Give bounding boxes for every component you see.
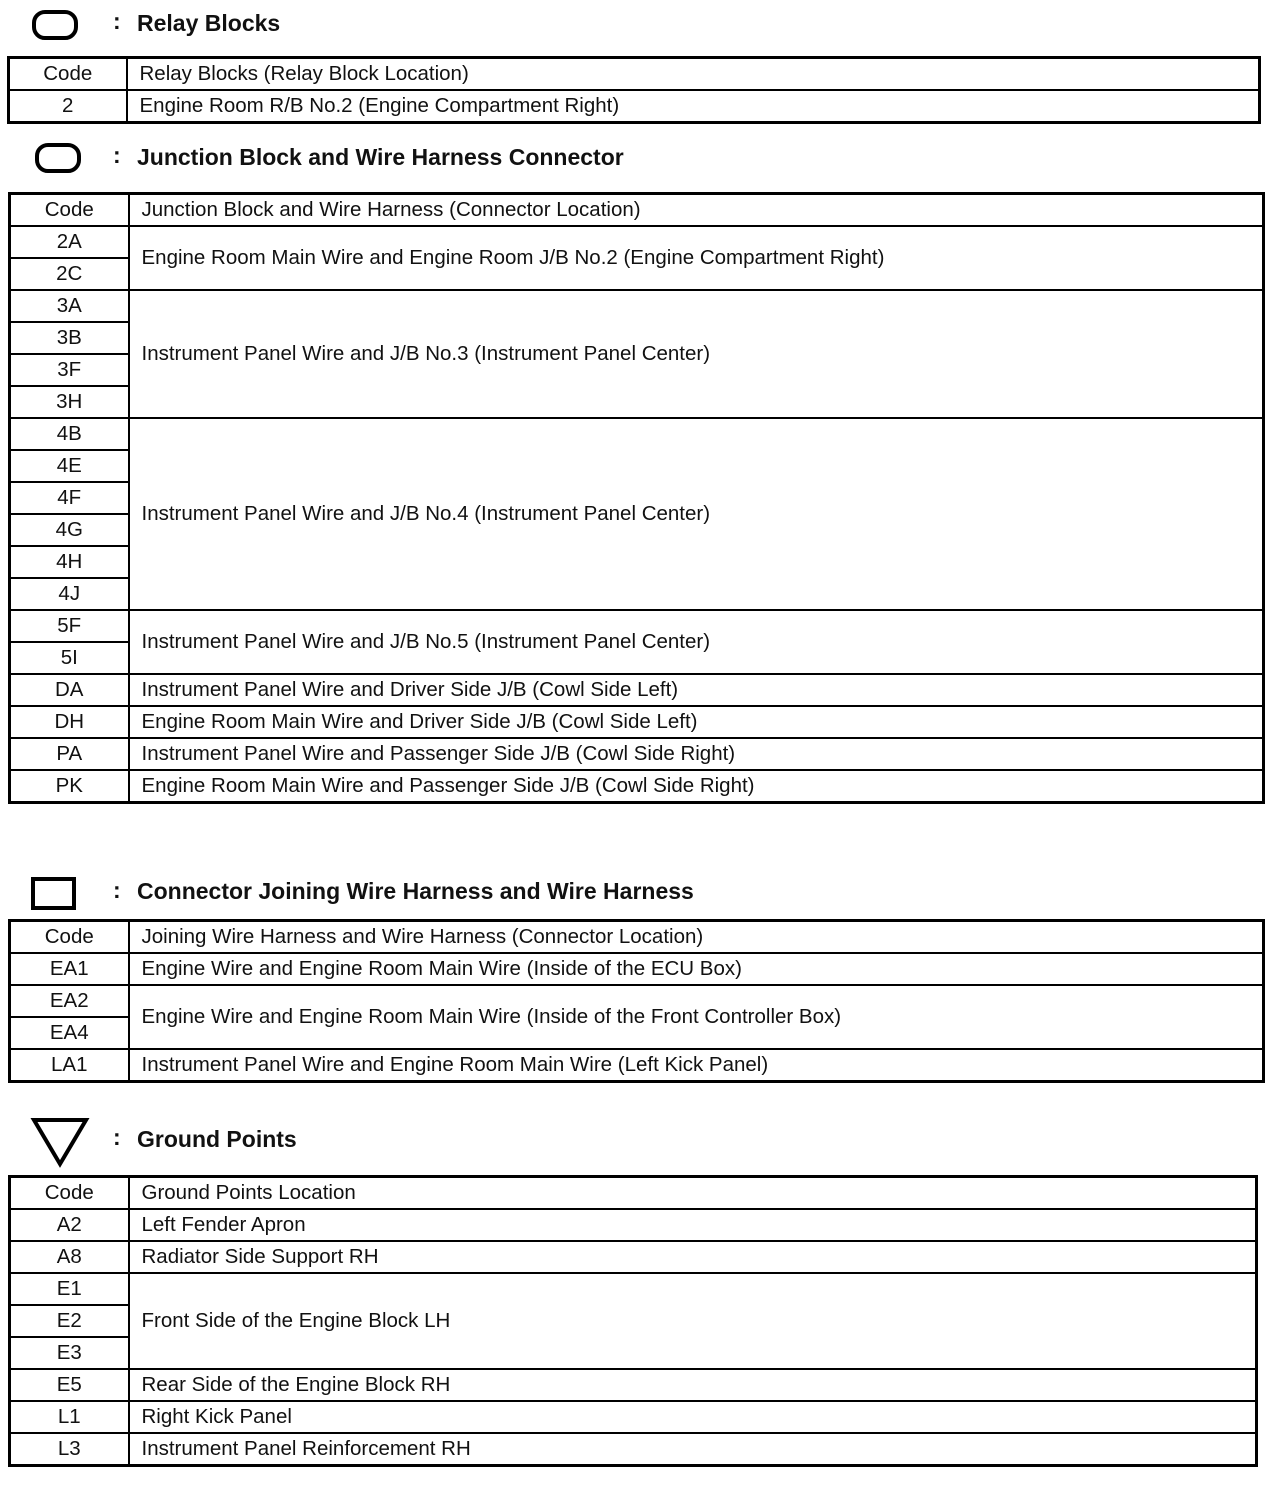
colon: : bbox=[113, 142, 121, 168]
code-cell: EA2 bbox=[10, 985, 129, 1017]
code-cell: 4B bbox=[10, 418, 129, 450]
code-cell: 2C bbox=[10, 258, 129, 290]
table-row bbox=[9, 90, 1260, 123]
code-cell: PK bbox=[10, 770, 129, 803]
table-header-row bbox=[10, 1177, 1257, 1210]
table-header-row bbox=[9, 58, 1260, 91]
code-cell: DH bbox=[10, 706, 129, 738]
header-code: Code bbox=[10, 1177, 129, 1210]
table-row bbox=[10, 1369, 1257, 1401]
location-cell: Front Side of the Engine Block LH bbox=[129, 1273, 1257, 1369]
code-cell: 2A bbox=[10, 226, 129, 258]
location-cell: Engine Wire and Engine Room Main Wire (Inside of the ECU Box) bbox=[129, 953, 1264, 985]
junction-block-table bbox=[8, 192, 1265, 804]
table-row bbox=[10, 1433, 1257, 1466]
location-cell: Instrument Panel Wire and J/B No.5 (Instrument Panel Center) bbox=[129, 610, 1264, 674]
location-cell: Instrument Panel Wire and Engine Room Main Wire (Left Kick Panel) bbox=[129, 1049, 1264, 1082]
code-cell: L1 bbox=[10, 1401, 129, 1433]
header-code: Code bbox=[10, 194, 129, 227]
table-row bbox=[10, 738, 1264, 770]
section-title-relay-blocks: Relay Blocks bbox=[137, 9, 281, 36]
location-cell: Instrument Panel Wire and Passenger Side J/B (Cowl Side Right) bbox=[129, 738, 1264, 770]
table-header-row bbox=[10, 921, 1264, 954]
code-cell: E1 bbox=[10, 1273, 129, 1305]
code-cell: E3 bbox=[10, 1337, 129, 1369]
square-icon bbox=[30, 876, 78, 912]
code-cell: 4G bbox=[10, 514, 129, 546]
location-cell: Left Fender Apron bbox=[129, 1209, 1257, 1241]
table-row bbox=[10, 226, 1264, 258]
code-cell: 4F bbox=[10, 482, 129, 514]
code-cell: E2 bbox=[10, 1305, 129, 1337]
colon: : bbox=[113, 1124, 121, 1150]
table-row bbox=[10, 674, 1264, 706]
table-row bbox=[10, 985, 1264, 1017]
section-title-connector-joining: Connector Joining Wire Harness and Wire Harness bbox=[137, 877, 694, 904]
code-cell: A8 bbox=[10, 1241, 129, 1273]
table-row bbox=[10, 953, 1264, 985]
code-cell: PA bbox=[10, 738, 129, 770]
code-cell: 2 bbox=[9, 90, 127, 123]
code-cell: E5 bbox=[10, 1369, 129, 1401]
code-cell: 3F bbox=[10, 354, 129, 386]
ground-points-table bbox=[8, 1175, 1258, 1467]
location-cell: Rear Side of the Engine Block RH bbox=[129, 1369, 1257, 1401]
table-row bbox=[10, 1273, 1257, 1305]
location-cell: Engine Room Main Wire and Driver Side J/B (Cowl Side Left) bbox=[129, 706, 1264, 738]
location-cell: Instrument Panel Wire and J/B No.3 (Instrument Panel Center) bbox=[129, 290, 1264, 418]
header-description: Ground Points Location bbox=[129, 1177, 1257, 1210]
code-cell: L3 bbox=[10, 1433, 129, 1466]
code-cell: 4E bbox=[10, 450, 129, 482]
code-cell: LA1 bbox=[10, 1049, 129, 1082]
colon: : bbox=[113, 8, 121, 34]
rounded-rect-icon bbox=[34, 141, 82, 175]
table-row bbox=[10, 610, 1264, 642]
code-cell: 5I bbox=[10, 642, 129, 674]
code-cell: EA4 bbox=[10, 1017, 129, 1049]
section-title-junction-block: Junction Block and Wire Harness Connector bbox=[137, 143, 624, 170]
location-cell: Engine Room R/B No.2 (Engine Compartment Right) bbox=[127, 90, 1260, 123]
location-cell: Radiator Side Support RH bbox=[129, 1241, 1257, 1273]
triangle-down-icon bbox=[30, 1115, 90, 1169]
location-cell: Instrument Panel Reinforcement RH bbox=[129, 1433, 1257, 1466]
table-row bbox=[10, 706, 1264, 738]
header-code: Code bbox=[10, 921, 129, 954]
table-row bbox=[10, 290, 1264, 322]
header-description: Joining Wire Harness and Wire Harness (Connector Location) bbox=[129, 921, 1264, 954]
header-description: Relay Blocks (Relay Block Location) bbox=[127, 58, 1260, 91]
table-row bbox=[10, 1209, 1257, 1241]
rounded-rect-icon bbox=[31, 8, 79, 42]
code-cell: 5F bbox=[10, 610, 129, 642]
code-cell: 3H bbox=[10, 386, 129, 418]
colon: : bbox=[113, 877, 121, 903]
location-cell: Instrument Panel Wire and Driver Side J/B (Cowl Side Left) bbox=[129, 674, 1264, 706]
code-cell: DA bbox=[10, 674, 129, 706]
location-cell: Engine Wire and Engine Room Main Wire (Inside of the Front Controller Box) bbox=[129, 985, 1264, 1049]
header-code: Code bbox=[9, 58, 127, 91]
location-cell: Right Kick Panel bbox=[129, 1401, 1257, 1433]
code-cell: 3A bbox=[10, 290, 129, 322]
code-cell: 3B bbox=[10, 322, 129, 354]
section-title-ground-points: Ground Points bbox=[137, 1125, 297, 1152]
code-cell: 4H bbox=[10, 546, 129, 578]
table-row bbox=[10, 1401, 1257, 1433]
connector-joining-table bbox=[8, 919, 1265, 1083]
relay-blocks-table bbox=[7, 56, 1261, 124]
code-cell: EA1 bbox=[10, 953, 129, 985]
table-row bbox=[10, 1241, 1257, 1273]
location-cell: Instrument Panel Wire and J/B No.4 (Instrument Panel Center) bbox=[129, 418, 1264, 610]
header-description: Junction Block and Wire Harness (Connector Location) bbox=[129, 194, 1264, 227]
table-header-row bbox=[10, 194, 1264, 227]
location-cell: Engine Room Main Wire and Passenger Side J/B (Cowl Side Right) bbox=[129, 770, 1264, 803]
table-row bbox=[10, 770, 1264, 803]
code-cell: A2 bbox=[10, 1209, 129, 1241]
table-row bbox=[10, 418, 1264, 450]
table-row bbox=[10, 1049, 1264, 1082]
code-cell: 4J bbox=[10, 578, 129, 610]
location-cell: Engine Room Main Wire and Engine Room J/B No.2 (Engine Compartment Right) bbox=[129, 226, 1264, 290]
